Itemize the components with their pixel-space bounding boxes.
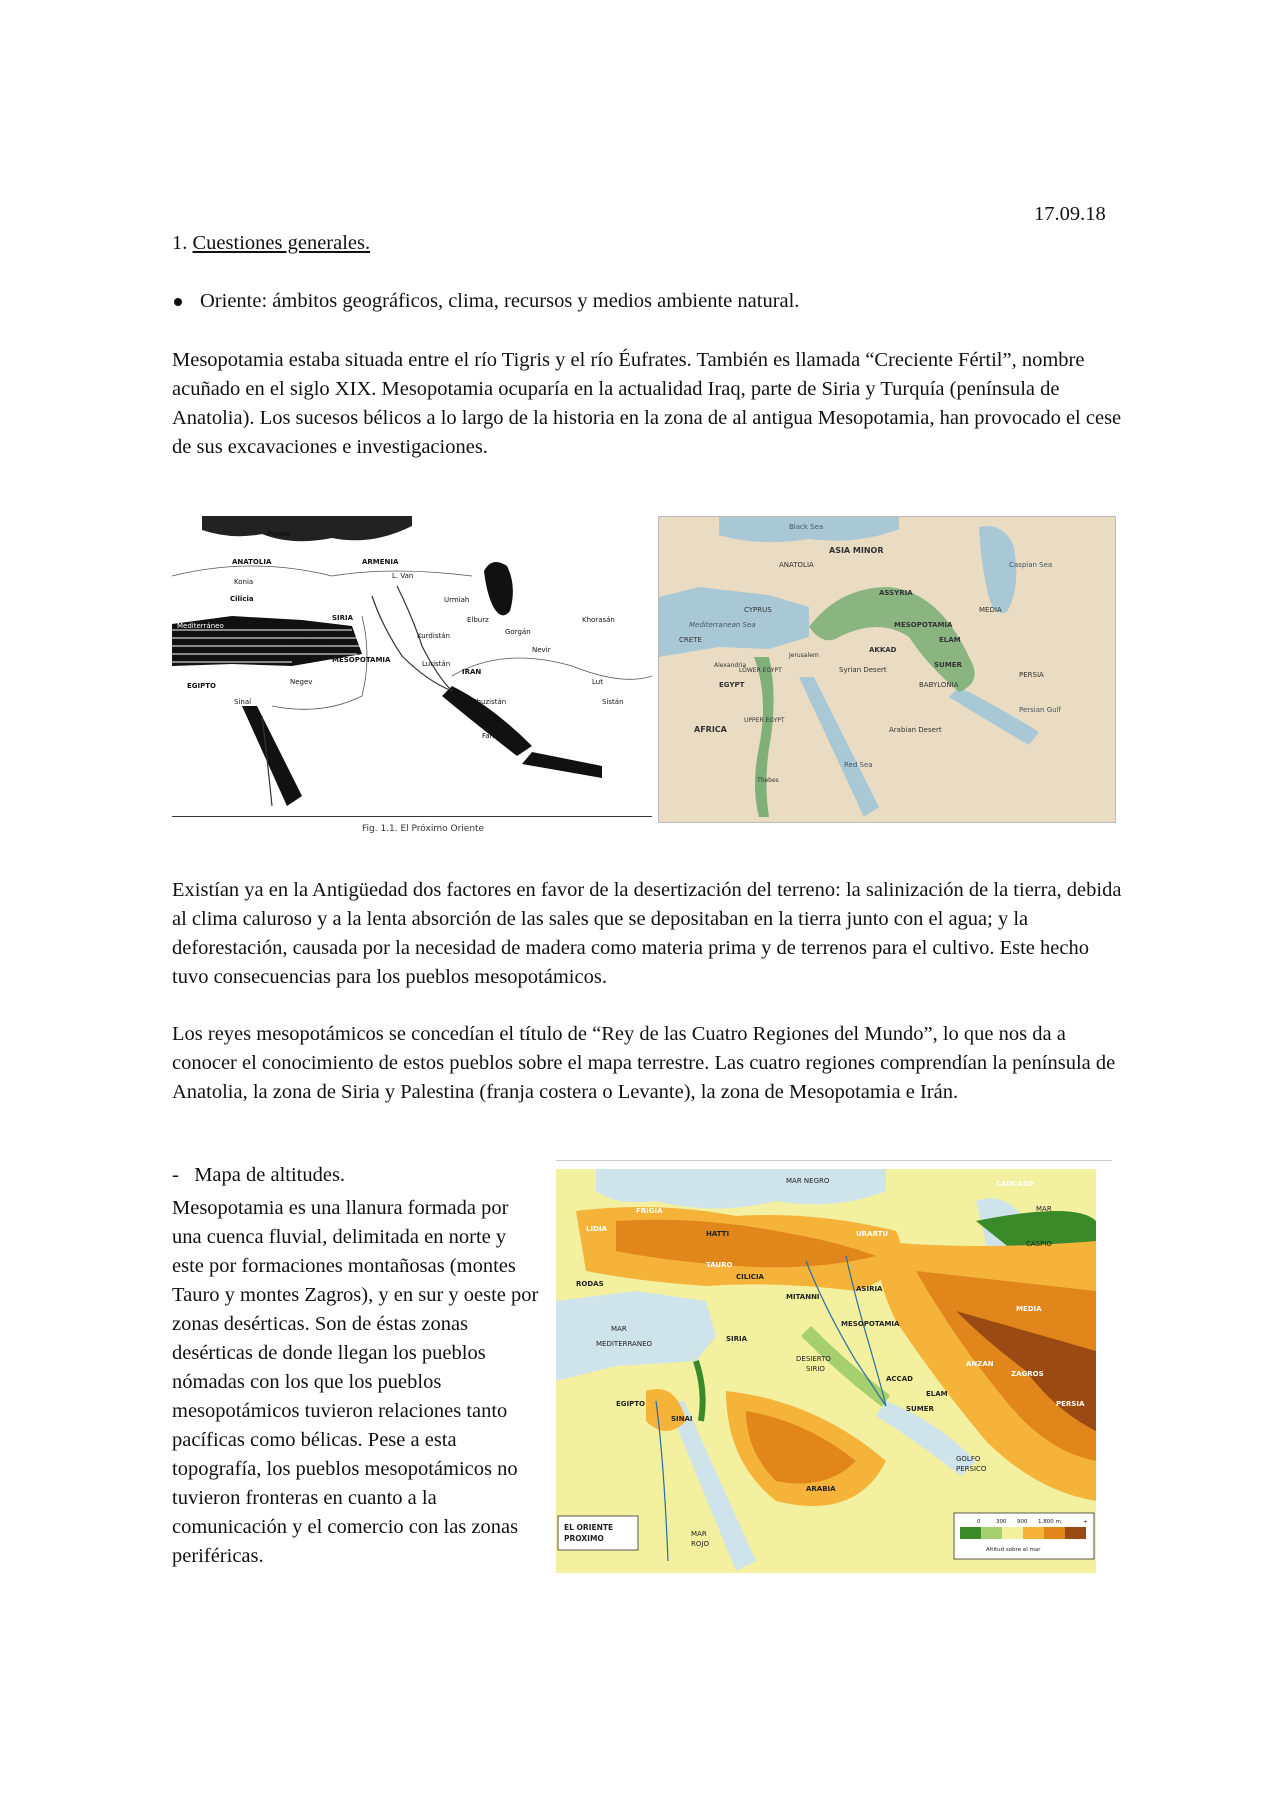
svg-text:ROJO: ROJO — [691, 1540, 709, 1548]
svg-text:300: 300 — [996, 1519, 1007, 1525]
svg-text:PALESTINA: PALESTINA — [287, 638, 330, 646]
svg-text:LIDIA: LIDIA — [586, 1225, 607, 1233]
svg-text:SINAI: SINAI — [671, 1415, 693, 1423]
svg-text:ASSYRIA: ASSYRIA — [879, 589, 913, 597]
svg-text:PERSIA: PERSIA — [1056, 1400, 1085, 1408]
svg-text:MAR: MAR — [691, 1530, 707, 1538]
svg-text:MEDIA: MEDIA — [979, 606, 1002, 614]
svg-text:Jerusalem: Jerusalem — [789, 652, 819, 659]
svg-text:Negev: Negev — [290, 678, 313, 686]
svg-text:LOWER EGYPT: LOWER EGYPT — [739, 667, 782, 674]
svg-text:UPPER EGYPT: UPPER EGYPT — [744, 717, 785, 724]
svg-text:ANZAN: ANZAN — [966, 1360, 994, 1368]
bullet-dot-icon — [174, 298, 182, 306]
svg-text:RODAS: RODAS — [576, 1280, 604, 1288]
svg-text:Khuzistán: Khuzistán — [472, 698, 507, 706]
svg-text:MITANNI: MITANNI — [786, 1293, 820, 1301]
svg-text:BABYLONIA: BABYLONIA — [919, 681, 959, 689]
dash-item — [172, 1164, 345, 1187]
svg-text:SIRIO: SIRIO — [806, 1365, 825, 1373]
svg-text:MEDITERRANEO: MEDITERRANEO — [596, 1340, 653, 1348]
svg-text:MESOPOTAMIA: MESOPOTAMIA — [894, 621, 953, 629]
svg-text:Nevir: Nevir — [532, 646, 551, 654]
svg-text:Urmiah: Urmiah — [444, 596, 470, 604]
svg-text:EGYPT: EGYPT — [719, 681, 745, 689]
svg-text:ELAM: ELAM — [939, 636, 961, 644]
svg-text:Syrian Desert: Syrian Desert — [839, 666, 887, 674]
svg-text:AFRICA: AFRICA — [694, 725, 727, 734]
dash-marker: - — [172, 1164, 195, 1186]
svg-text:PERSICO: PERSICO — [956, 1465, 987, 1473]
svg-text:URARTU: URARTU — [856, 1230, 889, 1238]
svg-text:GOLFO: GOLFO — [956, 1455, 981, 1463]
svg-text:EL ORIENTE: EL ORIENTE — [564, 1523, 614, 1532]
svg-text:CASPIO: CASPIO — [1026, 1240, 1052, 1248]
svg-text:Lut: Lut — [592, 678, 603, 686]
svg-text:+: + — [1083, 1519, 1088, 1525]
svg-text:HATTI: HATTI — [706, 1230, 730, 1238]
svg-text:SUMER: SUMER — [934, 661, 962, 669]
svg-text:ZAGROS: ZAGROS — [1011, 1370, 1044, 1378]
svg-text:CYPRUS: CYPRUS — [744, 606, 772, 614]
svg-text:Ponto: Ponto — [267, 530, 291, 538]
svg-text:ARMENIA: ARMENIA — [362, 558, 399, 566]
svg-text:ANATOLIA: ANATOLIA — [232, 558, 272, 566]
svg-text:ARABIA: ARABIA — [806, 1485, 836, 1493]
svg-text:PERSIA: PERSIA — [1019, 671, 1044, 679]
map-near-east-bw — [172, 516, 652, 817]
svg-text:Elburz: Elburz — [467, 616, 489, 624]
svg-text:FRIGIA: FRIGIA — [636, 1207, 663, 1215]
svg-text:Persian Gulf: Persian Gulf — [1019, 706, 1061, 714]
svg-text:Konia: Konia — [234, 578, 254, 586]
svg-text:ANATOLIA: ANATOLIA — [779, 561, 814, 569]
svg-text:Arabian Desert: Arabian Desert — [889, 726, 942, 734]
svg-text:Red Sea: Red Sea — [844, 761, 873, 769]
svg-text:EGIPTO: EGIPTO — [187, 682, 216, 690]
map1-caption: Fig. 1.1. El Próximo Oriente — [362, 824, 485, 834]
paragraph-1: Mesopotamia estaba situada entre el río Tigris y el río Éufrates. También es llamada “Creciente Fértil”, nombre acuñado en el siglo XIX. Mesopotamia ocuparía en la actualidad Iraq, parte de Siria y Turquía (península de Anatolia). Los sucesos bélicos a lo largo de la historia en la zona de al antigua Mesopotamia, han provocado el cese de sus excavaciones e investigaciones. — [172, 349, 1122, 458]
paragraph-4: Mesopotamia es una llanura formada por una cuenca fluvial, delimitada en norte y este por formaciones montañosas (montes Tauro y montes Zagros), y en sur y oeste por zonas desérticas. Son de éstas zonas desérticas de donde llegan los pueblos nómadas con los que los pueblos mesopotámicos tuvieron relaciones tanto pacíficas como bélicas. Pese a esta topografía, los pueblos mesopotámicos no tuvieron fronteras en cuanto a la comunicación y el comercio con las zonas periféricas. — [172, 1197, 539, 1567]
svg-text:Cilicia: Cilicia — [230, 595, 254, 603]
svg-text:SIRIA: SIRIA — [332, 614, 354, 622]
bullet-item — [172, 290, 799, 313]
svg-text:900: 900 — [1017, 1519, 1028, 1525]
paragraph-2: Existían ya en la Antigüedad dos factores en favor de la desertización del terreno: la salinización de la tierra, debida al clima caluroso y a la lenta absorción de las sales que se depositaban en la tierra junto con el agua; y la deforestación, causada por la necesidad de madera como materia prima y de terrenos para el cultivo. Este hecho tuvo consecuencias para los pueblos mesopotámicos. — [172, 879, 1122, 988]
svg-text:Caspian Sea: Caspian Sea — [1009, 561, 1053, 569]
svg-text:Altitud sobre el mar: Altitud sobre el mar — [986, 1547, 1041, 1553]
svg-text:Thebes: Thebes — [757, 777, 779, 784]
svg-text:Mediterranean Sea: Mediterranean Sea — [689, 621, 756, 629]
svg-text:Mediterráneo: Mediterráneo — [177, 622, 224, 630]
bullet-text: Oriente: ámbitos geográficos, clima, recursos y medios ambiente natural. — [200, 290, 800, 312]
svg-text:MESOPOTAMIA: MESOPOTAMIA — [332, 656, 391, 664]
map-altitudes — [556, 1160, 1112, 1573]
svg-text:ASIRIA: ASIRIA — [856, 1285, 883, 1293]
svg-text:0: 0 — [977, 1519, 981, 1525]
svg-text:MAR: MAR — [1036, 1205, 1052, 1213]
svg-text:PROXIMO: PROXIMO — [564, 1534, 604, 1543]
date: 17.09.18 — [1034, 203, 1106, 225]
svg-text:DESIERTO: DESIERTO — [796, 1355, 831, 1363]
svg-text:Alexandria: Alexandria — [714, 662, 747, 669]
section-title: Cuestiones generales. — [192, 232, 371, 254]
maps-row — [172, 516, 1116, 834]
svg-text:1.800 m.: 1.800 m. — [1038, 1519, 1063, 1525]
svg-text:SIRIA: SIRIA — [726, 1335, 748, 1343]
svg-text:Luristán: Luristán — [422, 660, 451, 668]
svg-text:ASIA MINOR: ASIA MINOR — [829, 546, 884, 555]
section-heading — [172, 232, 370, 255]
svg-text:MEDIA: MEDIA — [1016, 1305, 1042, 1313]
paragraph-3: Los reyes mesopotámicos se concedían el título de “Rey de las Cuatro Regiones del Mundo”, lo que nos da a conocer el conocimiento de estos pueblos sobre el mapa terrestre. Las cuatro regiones comprendían la península de Anatolia, la zona de Siria y Palestina (franja costera o Levante), la zona de Mesopotamia e Irán. — [172, 1023, 1116, 1103]
svg-text:Kurdistán: Kurdistán — [417, 632, 450, 640]
svg-text:MESOPOTAMIA: MESOPOTAMIA — [841, 1320, 900, 1328]
svg-text:CILICIA: CILICIA — [736, 1273, 764, 1281]
svg-text:L. Van: L. Van — [392, 572, 414, 580]
svg-text:ELAM: ELAM — [926, 1390, 948, 1398]
svg-text:MAR: MAR — [611, 1325, 627, 1333]
dash-text: Mapa de altitudes. — [194, 1164, 346, 1186]
section-number: 1. — [172, 232, 188, 254]
svg-text:Gorgán: Gorgán — [505, 628, 531, 636]
svg-text:Sistán: Sistán — [602, 698, 624, 706]
svg-text:IRAN: IRAN — [462, 668, 482, 676]
svg-text:CRETE: CRETE — [679, 636, 702, 644]
svg-text:AKKAD: AKKAD — [869, 646, 897, 654]
svg-text:CAUCASO: CAUCASO — [996, 1180, 1034, 1188]
svg-text:TAURO: TAURO — [706, 1261, 733, 1269]
svg-text:SUMER: SUMER — [906, 1405, 934, 1413]
svg-text:Khorasán: Khorasán — [582, 616, 615, 624]
svg-text:EGIPTO: EGIPTO — [616, 1400, 645, 1408]
svg-text:Sinaí: Sinaí — [234, 698, 252, 706]
svg-text:Fars: Fars — [482, 732, 497, 740]
svg-text:Black Sea: Black Sea — [789, 523, 824, 531]
svg-text:ACCAD: ACCAD — [886, 1375, 913, 1383]
map-fertile-crescent — [658, 516, 1116, 823]
svg-text:MAR NEGRO: MAR NEGRO — [786, 1177, 830, 1185]
